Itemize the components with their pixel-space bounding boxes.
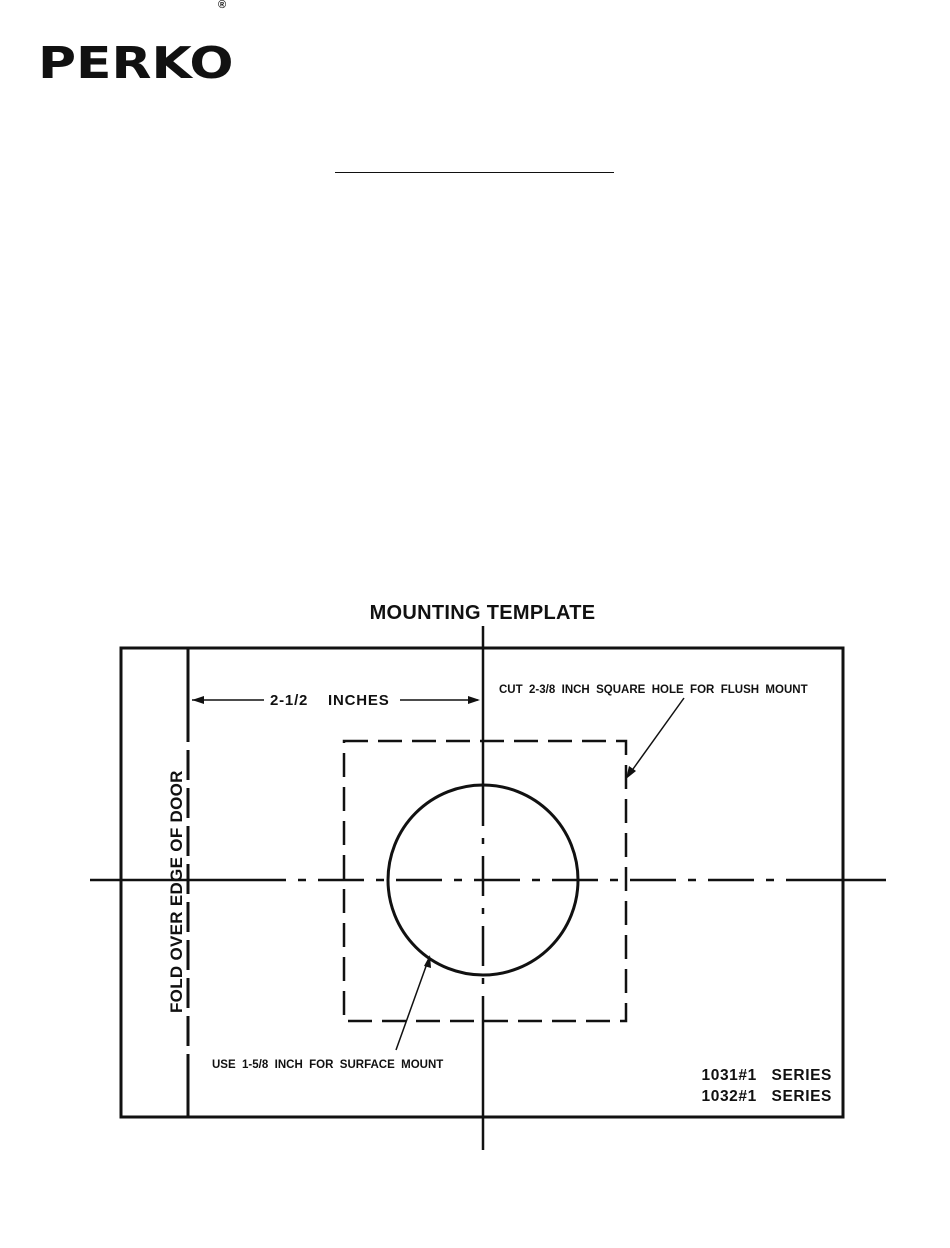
surface-mount-note: USE 1-5/8 INCH FOR SURFACE MOUNT bbox=[212, 1059, 444, 1071]
flush-mount-leader bbox=[628, 698, 684, 776]
flush-mount-note: CUT 2-3/8 INCH SQUARE HOLE FOR FLUSH MOUNT bbox=[499, 684, 808, 696]
series-label-1032: 1032#1 SERIES bbox=[701, 1088, 832, 1105]
logo-wordmark: PERKO bbox=[38, 38, 234, 89]
dimension-label: 2-1/2 INCHES bbox=[270, 692, 390, 709]
series-label-1031: 1031#1 SERIES bbox=[701, 1067, 832, 1084]
surface-mount-leader bbox=[396, 958, 429, 1050]
dimension-arrow-left-icon bbox=[192, 696, 204, 704]
template-title: MOUNTING TEMPLATE bbox=[369, 602, 596, 624]
registered-mark: ® bbox=[218, 0, 227, 11]
fold-label: FOLD OVER EDGE OF DOOR bbox=[167, 770, 186, 1013]
dimension-arrow-right-icon bbox=[468, 696, 480, 704]
